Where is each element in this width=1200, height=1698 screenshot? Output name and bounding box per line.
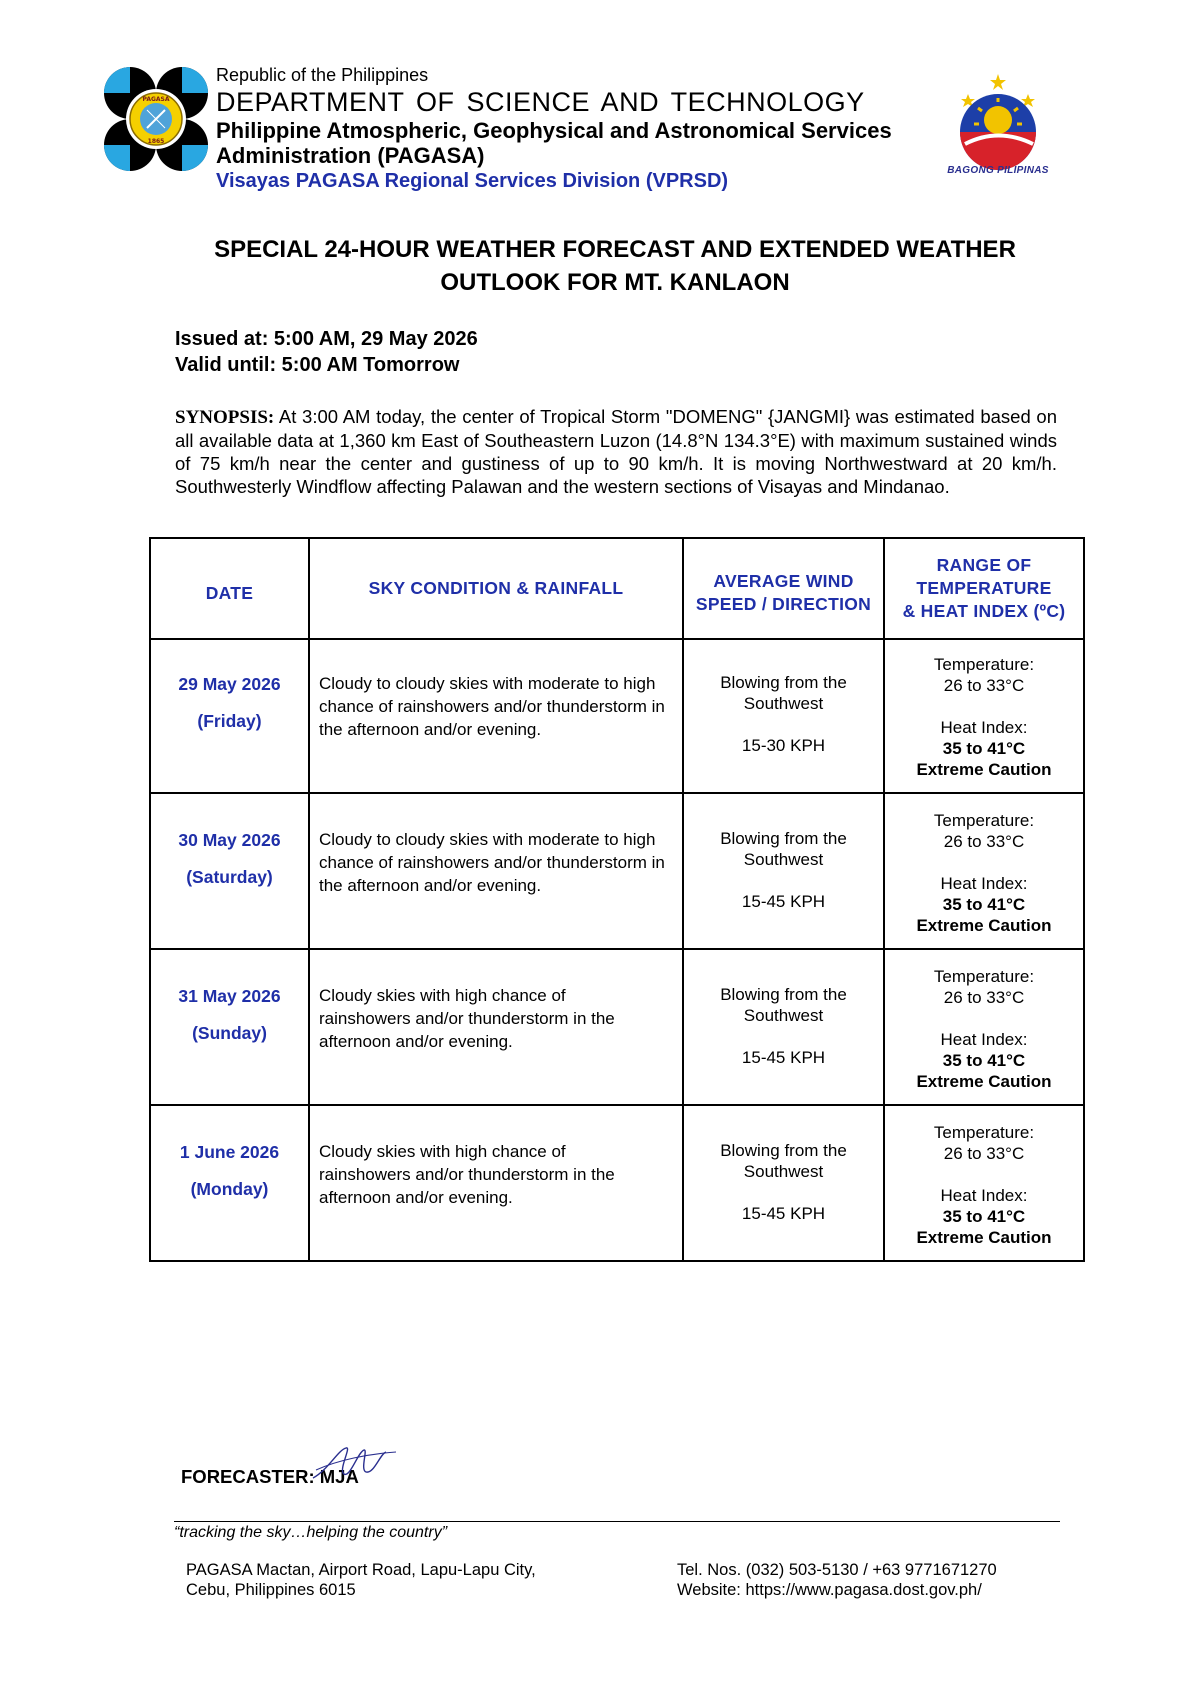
row-temp-label: Temperature: (933, 967, 1035, 986)
forecaster-signature (308, 1440, 398, 1490)
svg-text:1865: 1865 (147, 138, 165, 145)
header-sky: SKY CONDITION & RAINFALL (368, 578, 624, 598)
header-wind (684, 539, 883, 638)
division-name: Visayas PAGASA Regional Services Division (VPRSD) (216, 170, 729, 192)
row-wind-dir-2: Southwest (743, 1006, 824, 1025)
row3-date-cell (151, 986, 308, 1044)
row3-temp-cell (885, 966, 1083, 1092)
forecaster-label: FORECASTER: MJA (181, 1466, 359, 1487)
row-hi-level: Extreme Caution (916, 1072, 1052, 1091)
dost-pagasa-logo (103, 66, 209, 172)
row-wind-dir-1: Blowing from the (720, 1141, 847, 1160)
header-wind-line2: SPEED / DIRECTION (695, 593, 872, 614)
website-link[interactable]: Website: https://www.pagasa.dost.gov.ph/ (677, 1581, 982, 1599)
synopsis-label: SYNOPSIS: (175, 407, 275, 428)
synopsis (175, 405, 1057, 498)
row-hi-label: Heat Index: (940, 718, 1028, 737)
row-hi-label: Heat Index: (940, 1030, 1028, 1049)
row-hi-range: 35 to 41°C (942, 739, 1026, 758)
synopsis-text: At 3:00 AM today, the center of Tropical Storm "DOMENG" {JANGMI} was estimated based on all available data at 1,360 km East of Southeastern Luzon (14.8°N 134.3°E) with maximum sustained winds of 75 km/h near the center and gustiness of up to 90 km/h. It is moving Northwestward at 20 km/h. Southwesterly Windflow affecting Palawan and the western sections of Visayas and Mindanao. (175, 406, 1057, 497)
row2-temp-cell (885, 810, 1083, 936)
row-sky: Cloudy skies with high chance of rainshowers and/or thunderstorm in the afternoon and/or evening. (319, 1142, 615, 1207)
row1-date-cell (151, 674, 308, 732)
header-text-block (216, 64, 892, 194)
row-temp-label: Temperature: (933, 811, 1035, 830)
row-temp-label: Temperature: (933, 1123, 1035, 1142)
row-wind-speed: 15-45 KPH (741, 1204, 826, 1223)
row-sky: Cloudy to cloudy skies with moderate to high chance of rainshowers and/or thunderstorm in the afternoon and/or evening. (319, 674, 665, 739)
row-date: 31 May 2026 (178, 986, 281, 1006)
contact-block (677, 1560, 997, 1600)
row-hi-range: 35 to 41°C (942, 1207, 1026, 1226)
row-wind-dir-1: Blowing from the (720, 829, 847, 848)
row-wind-dir-2: Southwest (743, 850, 824, 869)
issuance-block (175, 326, 478, 378)
header-date: DATE (205, 583, 254, 603)
row4-wind-cell (684, 1140, 883, 1224)
row-hi-level: Extreme Caution (916, 760, 1052, 779)
title-line1: SPECIAL 24-HOUR WEATHER FORECAST AND EXTENDED WEATHER (214, 236, 1016, 263)
row-wind-dir-1: Blowing from the (720, 673, 847, 692)
row-hi-level: Extreme Caution (916, 916, 1052, 935)
document-title (150, 233, 1080, 299)
row4-temp-cell (885, 1122, 1083, 1248)
row-wind-speed: 15-45 KPH (741, 892, 826, 911)
row-wind-dir-2: Southwest (743, 694, 824, 713)
republic-label: Republic of the Philippines (216, 65, 429, 85)
telephone: Tel. Nos. (032) 503-5130 / +63 9771671270 (677, 1561, 997, 1579)
row-day: (Saturday) (186, 867, 273, 887)
title-line2: OUTLOOK FOR MT. KANLAON (440, 269, 790, 296)
row1-temp-cell (885, 654, 1083, 780)
row4-date-cell (151, 1142, 308, 1200)
row-date: 29 May 2026 (178, 674, 281, 694)
address-line2: Cebu, Philippines 6015 (186, 1581, 356, 1599)
row-hi-range: 35 to 41°C (942, 1051, 1026, 1070)
row-sky: Cloudy to cloudy skies with moderate to high chance of rainshowers and/or thunderstorm in the afternoon and/or evening. (319, 830, 665, 895)
row-hi-label: Heat Index: (940, 874, 1028, 893)
address-block (186, 1560, 536, 1600)
row-day: (Monday) (190, 1179, 269, 1199)
row-temp-range: 26 to 33°C (943, 676, 1025, 695)
issued-at: Issued at: 5:00 AM, 29 May 2026 (175, 328, 478, 350)
row-hi-label: Heat Index: (940, 1186, 1028, 1205)
row-wind-dir-2: Southwest (743, 1162, 824, 1181)
header-temp (885, 539, 1083, 638)
row2-date-cell (151, 830, 308, 888)
row-hi-level: Extreme Caution (916, 1228, 1052, 1247)
row-wind-speed: 15-45 KPH (741, 1048, 826, 1067)
forecast-table (149, 537, 1085, 1262)
row3-wind-cell (684, 984, 883, 1068)
row-temp-range: 26 to 33°C (943, 988, 1025, 1007)
header-wind-line1: AVERAGE WIND (713, 570, 854, 591)
row2-wind-cell (684, 828, 883, 912)
address-line1: PAGASA Mactan, Airport Road, Lapu-Lapu City, (186, 1561, 536, 1579)
row-date: 30 May 2026 (178, 830, 281, 850)
agency-name-line1: Philippine Atmospheric, Geophysical and Astronomical Services (216, 118, 892, 143)
row-day: (Friday) (197, 711, 262, 731)
row-wind-dir-1: Blowing from the (720, 985, 847, 1004)
header-temp-line2: TEMPERATURE (916, 578, 1052, 598)
row-temp-range: 26 to 33°C (943, 1144, 1025, 1163)
agency-name-line2: Administration (PAGASA) (216, 143, 485, 168)
tagline: “tracking the sky…helping the country” (174, 1524, 448, 1541)
row-wind-speed: 15-30 KPH (741, 736, 826, 755)
row-day: (Sunday) (192, 1023, 267, 1043)
row-temp-range: 26 to 33°C (943, 832, 1025, 851)
footer-divider (174, 1521, 1060, 1522)
row-date: 1 June 2026 (179, 1142, 280, 1162)
valid-until: Valid until: 5:00 AM Tomorrow (175, 354, 460, 376)
bagong-pilipinas-label: BAGONG PILIPINAS (947, 165, 1049, 176)
row-hi-range: 35 to 41°C (942, 895, 1026, 914)
department-name: DEPARTMENT OF SCIENCE AND TECHNOLOGY (216, 87, 865, 117)
header-temp-line1: RANGE OF (936, 555, 1032, 575)
row1-wind-cell (684, 672, 883, 756)
row-sky: Cloudy skies with high chance of rainshowers and/or thunderstorm in the afternoon and/or evening. (319, 986, 615, 1051)
header-temp-line3: & HEAT INDEX (ºC) (902, 601, 1066, 621)
svg-text:PAGASA: PAGASA (142, 96, 170, 103)
row-temp-label: Temperature: (933, 655, 1035, 674)
